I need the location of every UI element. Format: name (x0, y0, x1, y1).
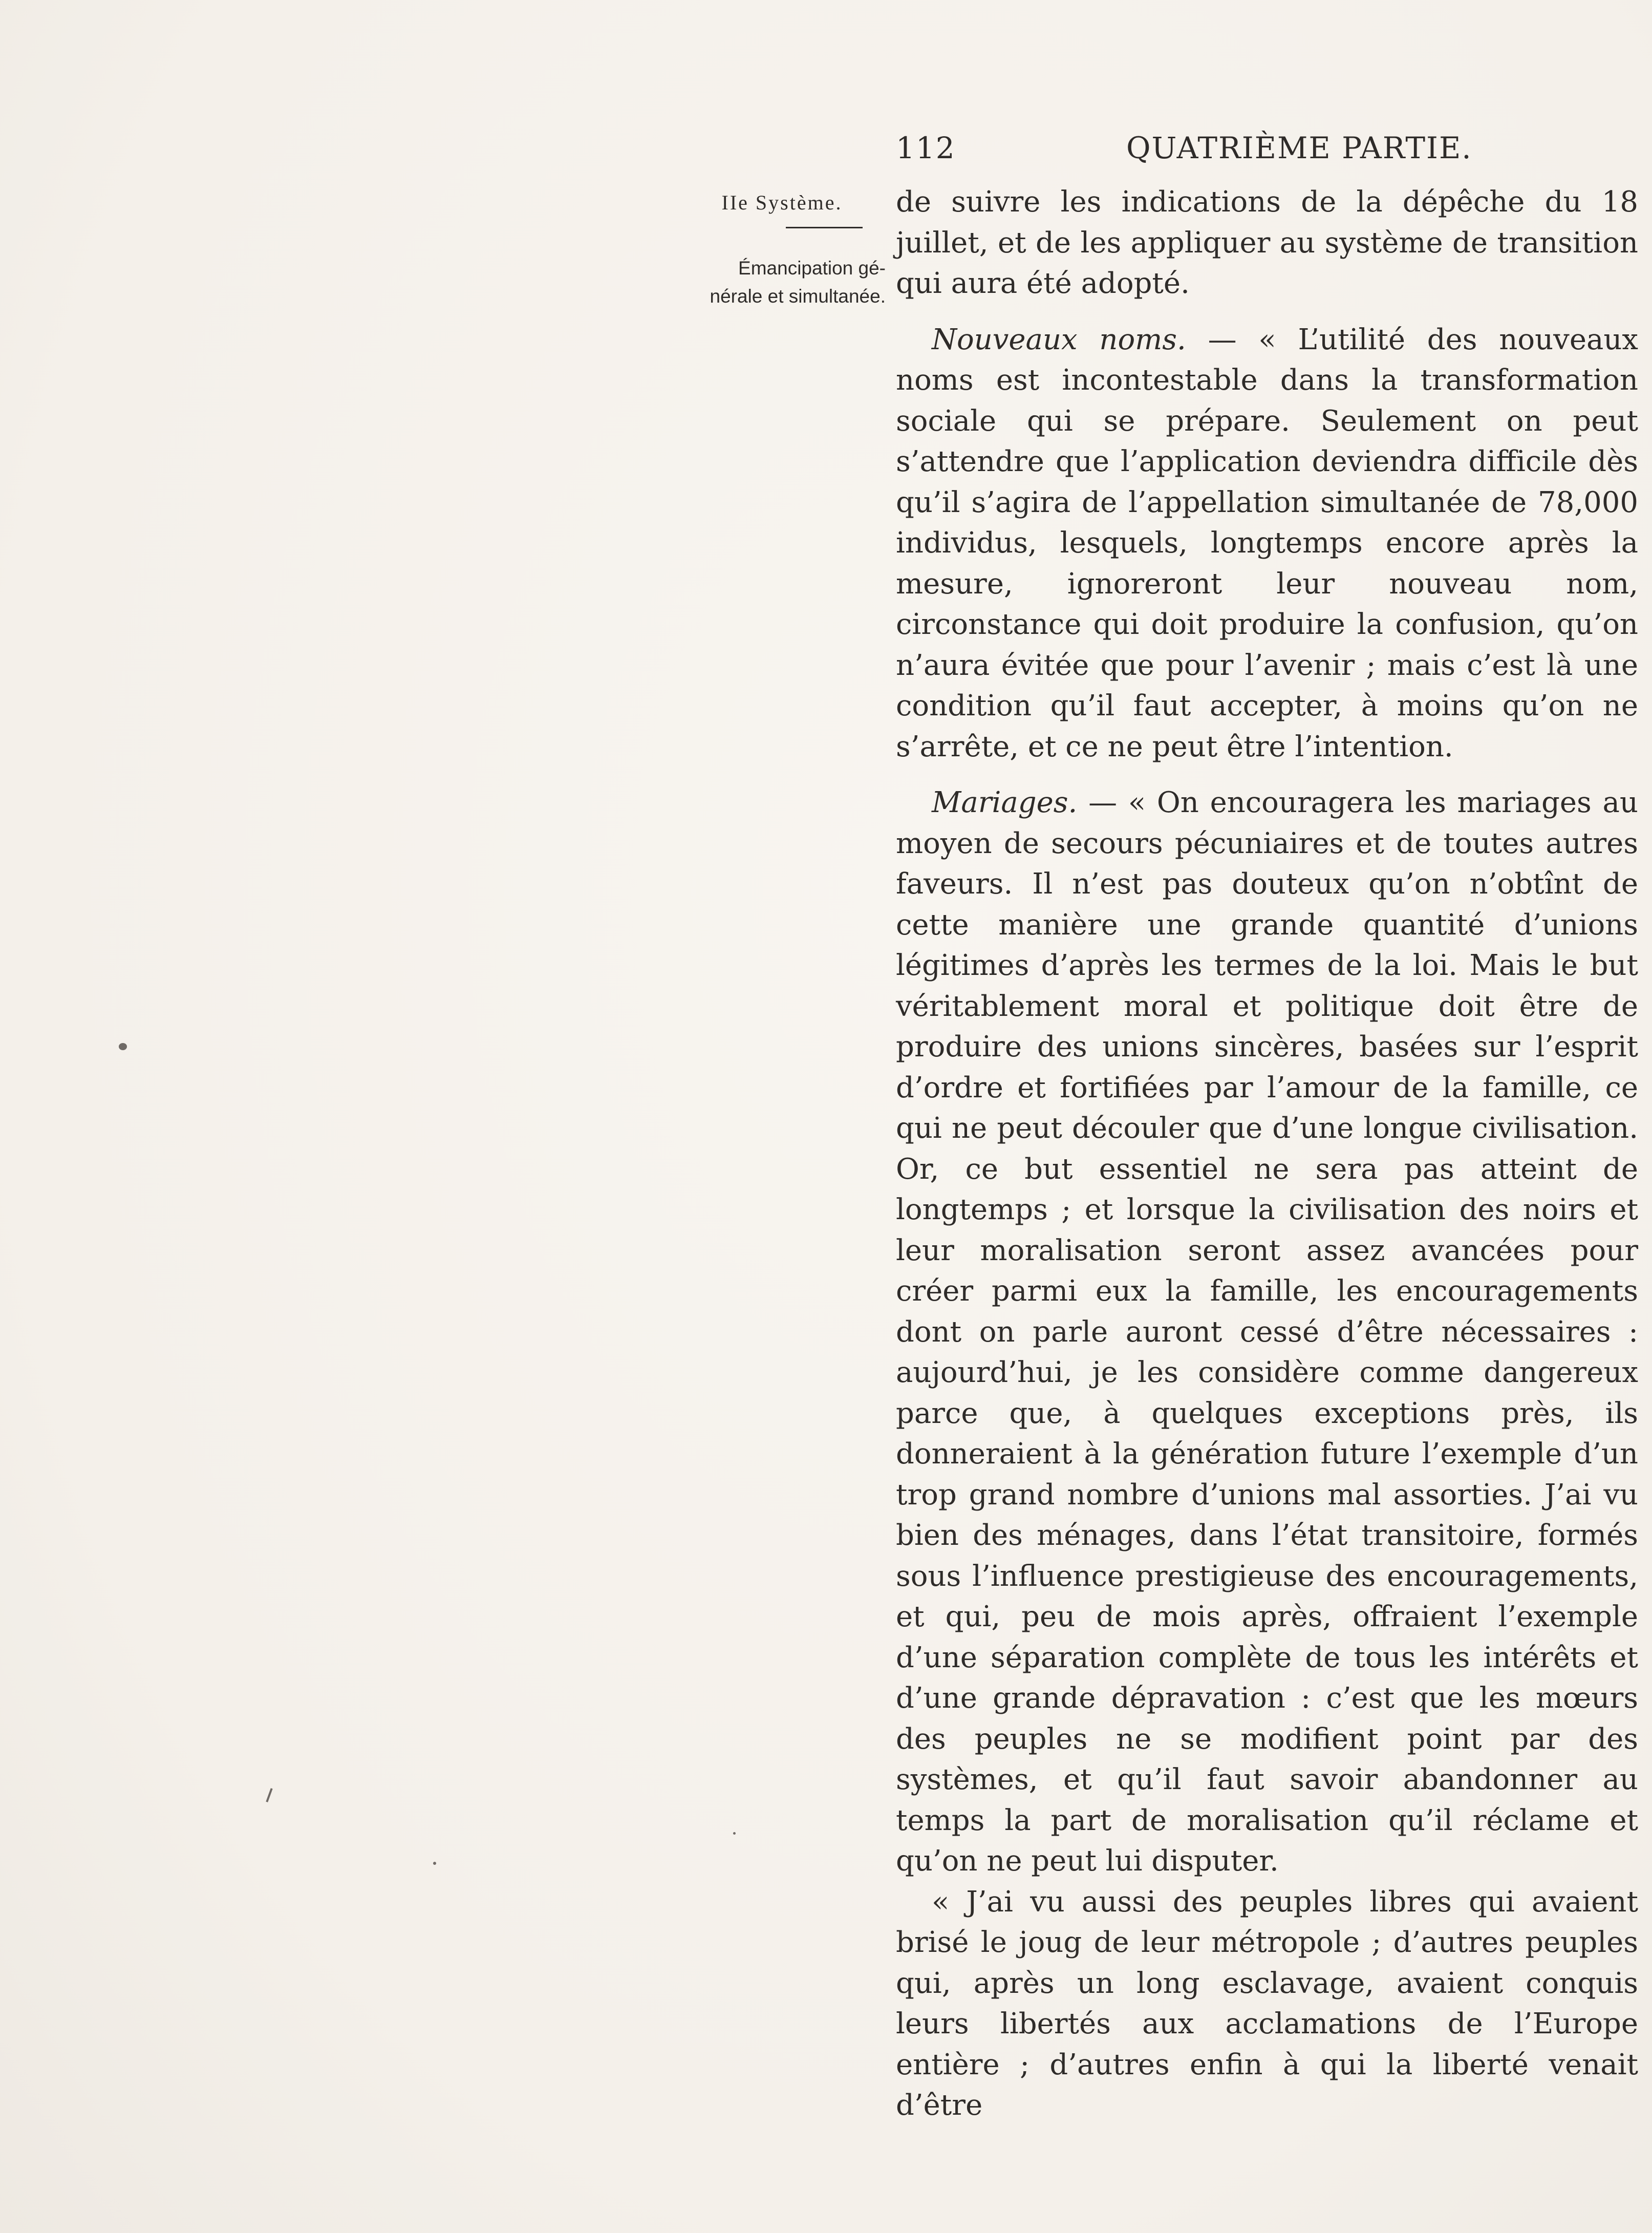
paragraph-text: de suivre les indications de la dépêche du 18 juillet, et de les appliquer au système de transition qui aura été adopté. (896, 185, 1638, 300)
paragraph-heading: Mariages. (932, 786, 1078, 819)
paragraph-nouveaux-noms (896, 320, 1638, 768)
paragraph-heading: Nouveaux noms. (932, 323, 1186, 356)
paper-mark (266, 1788, 272, 1802)
paragraph-quote (896, 1882, 1638, 2126)
margin-system-label: IIe Système. (721, 191, 843, 214)
paragraph-text: — « On encouragera les mariages au moyen de secours pécuniaires et de toutes autres faveurs. Il n’est pas douteux qu’on n’obtînt de cette manière une grande quantité d’unions légitimes d’après les termes de la loi. Mais le but véritablement moral et politique doit être de produire des unions sincères, basées sur l’esprit d’ordre et fortifiées par l’amour de la famille, ce qui ne peut découler que d’une longue civilisation. Or, ce but essentiel ne sera pas atteint de longtemps ; et lorsque la civilisation des noirs et leur moralisation seront assez avancées pour créer parmi eux la famille, les encouragements dont on parle auront cessé d’être nécessaires : aujourd’hui, je les considère comme dangereux parce que, à quelques exceptions près, ils donneraient à la génération future l’exemple d’un trop grand nombre d’unions mal assorties. J’ai vu bien des ménages, dans l’état transitoire, formés sous l’influence prestigieuse des encouragements, et qui, peu de mois après, offraient l’exemple d’une séparation complète de tous les intérêts et d’une grande dépravation : c’est que les mœurs des peuples ne se modifient point par des systèmes, et qu’il faut savoir abandonner au temps la part de moralisation qu’il réclame et qu’on ne peut lui disputer. (896, 786, 1638, 1878)
paragraph-text: « J’ai vu aussi des peuples libres qui avaient brisé le joug de leur métropole ; d’autres peuples qui, après un long esclavage, avaient conquis leurs libertés aux acclamations de l’Europe entière ; d’autres enfin à qui la liberté venait d’être (896, 1885, 1638, 2122)
paragraph-text: — « L’utilité des nouveaux noms est incontestable dans la transformation sociale qui se prépare. Seulement on peut s’attendre que l’application deviendra difficile dès qu’il s’agira de l’appellation simultanée de 78,000 individus, lesquels, longtemps encore après la mesure, ignoreront leur nouveau nom, circonstance qui doit produire la confusion, qu’on n’aura évitée que pour l’avenir ; mais c’est là une condition qu’il faut accepter, à moins qu’on ne s’arrête, et ce ne peut être l’intention. (896, 323, 1638, 763)
margin-note-line-1: Émancipation gé- (738, 258, 886, 279)
paper-speck (433, 1862, 436, 1865)
margin-rule (786, 227, 863, 228)
margin-note (666, 188, 886, 310)
paragraph-mariages (896, 782, 1638, 1882)
page-number: 112 (896, 131, 956, 165)
page-header (896, 131, 1638, 172)
body-text (896, 182, 1638, 2126)
paper-speck (733, 1832, 736, 1835)
paragraph-continuation (896, 182, 1638, 304)
running-head: QUATRIÈME PARTIE. (1126, 131, 1472, 165)
margin-note-line-2: nérale et simultanée. (710, 286, 886, 307)
paper-speck (119, 1043, 127, 1050)
